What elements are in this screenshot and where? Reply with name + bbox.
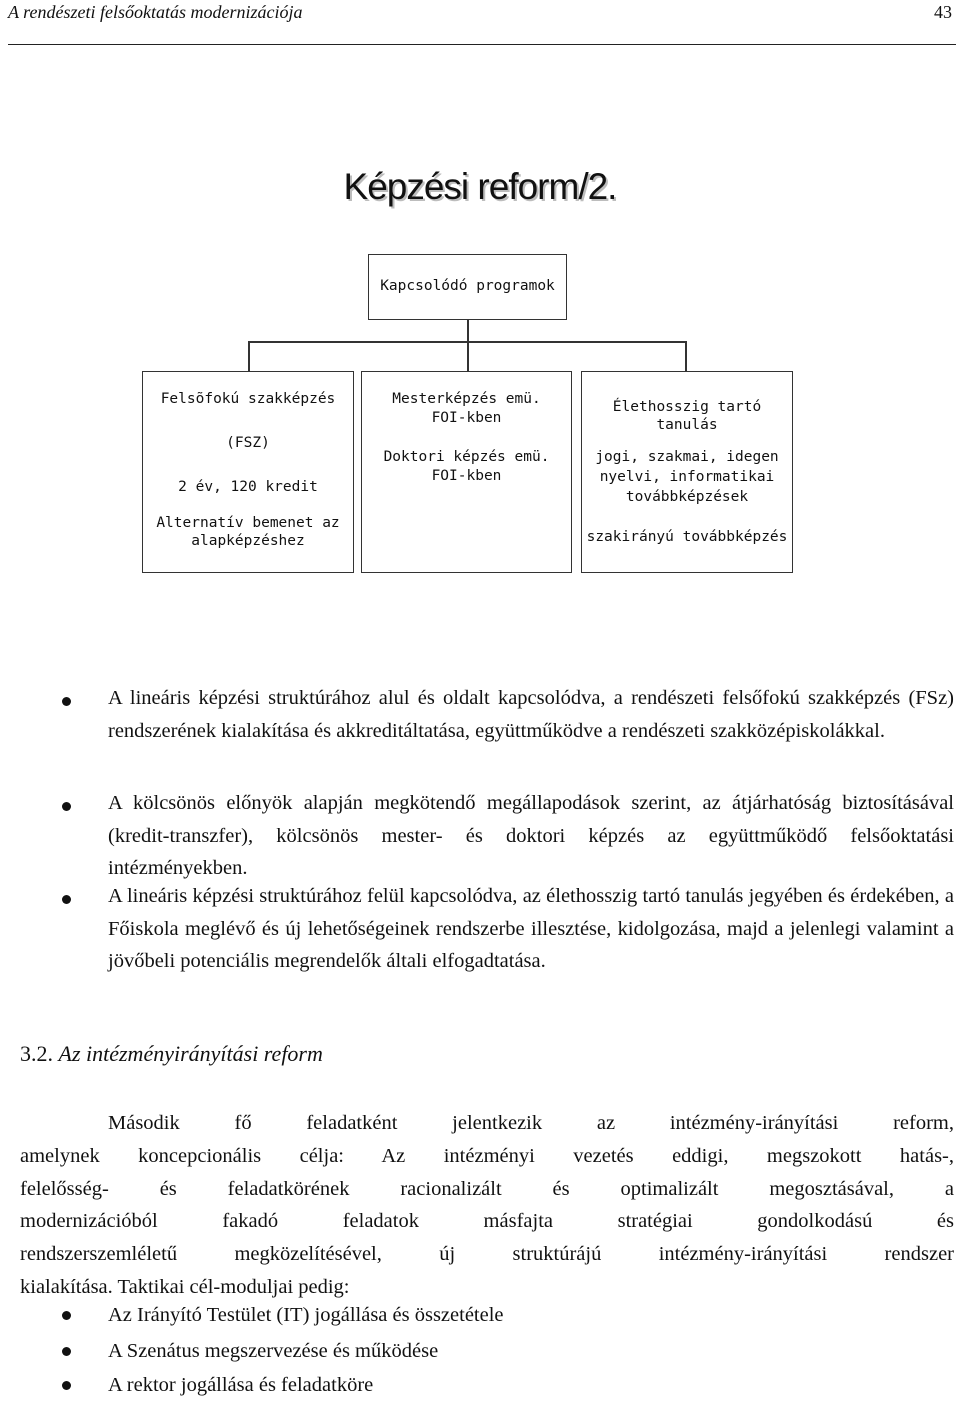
bullet-dot	[62, 802, 71, 811]
lifelong-line-3: nyelvi, informatikai	[599, 469, 775, 485]
bullet-dot	[62, 1381, 71, 1390]
master-line-2: FOI-kben	[431, 410, 502, 426]
lifelong-line-4: továbbképzések	[625, 489, 749, 505]
paragraph-line: felelősség- és feladatkörének racionalizált és optimalizált megosztásával, a	[20, 1177, 954, 1200]
diagram-box-lifelong-learning	[581, 371, 793, 573]
fsz-line-1: Felsõfokú szakképzés	[160, 391, 336, 407]
fsz-line-3: 2 év, 120 kredit	[178, 479, 318, 495]
bullet-item: A lineáris képzési struktúrához felül kapcsolódva, az élethosszig tartó tanulás jegyében és érdekében, a Főiskola meglévő és új lehetőségeinek rendszerbe illesztése, kidolgozása, majd a jelenlegi valamint a jövőbeli potenciális megrendelők általi elfogadtatása.	[108, 885, 954, 972]
fsz-line-2: (FSZ)	[226, 435, 270, 451]
diagram-box-master-doctoral	[361, 371, 572, 573]
list-item: A Szenátus megszervezése és működése	[108, 1340, 439, 1362]
fsz-line-4: Alternatív bemenet az	[156, 515, 340, 531]
list-item: Az Irányító Testület (IT) jogállása és összetétele	[108, 1304, 504, 1326]
connector-left	[248, 341, 250, 371]
bullet-item: A kölcsönös előnyök alapján megkötendő megállapodások szerint, az átjárhatóság biztosításával (kredit-transzfer), kölcsönös mester- és doktori képzés az együttműködő felsőoktatási intézményekben.	[108, 792, 954, 879]
diagram-box-fsz	[142, 371, 354, 573]
master-line-1: Mesterképzés emü.	[392, 391, 541, 407]
lifelong-line-5: szakirányú továbbképzés	[586, 529, 788, 545]
connector-vertical-top	[467, 320, 469, 342]
paragraph-line: amelynek koncepcionális célja: Az intézményi vezetés eddigi, megszokott hatás-,	[20, 1144, 954, 1167]
running-header-title: A rendészeti felsőoktatás modernizációja	[8, 2, 303, 22]
connector-right	[685, 341, 687, 371]
bullet-dot	[62, 1347, 71, 1356]
fsz-line-5: alapképzéshez	[191, 533, 305, 549]
body-paragraph	[20, 1107, 954, 1304]
list-item: A rektor jogállása és feladatköre	[108, 1374, 374, 1396]
master-line-4: FOI-kben	[431, 468, 502, 484]
bullet-dot	[62, 895, 71, 904]
paragraph-line: modernizációból fakadó feladatok másfajta stratégiai gondolkodású és	[20, 1210, 954, 1233]
connector-middle	[467, 341, 469, 371]
diagram-box-related-programs	[368, 254, 567, 320]
lifelong-line-1: Élethosszig tartó tanulás	[612, 399, 762, 434]
paragraph-line: rendszerszemléletű megközelítésével, új struktúrájú intézmény-irányítási rendszer	[20, 1243, 954, 1266]
slide-title: Képzési reform/2.	[343, 166, 617, 207]
diagram-box-related-programs-label: Kapcsolódó programok	[380, 278, 555, 294]
running-header	[8, 0, 956, 45]
bullet-item: A lineáris képzési struktúrához alul és oldalt kapcsolódva, a rendészeti felsőfokú szakképzés (FSz) rendszerének kialakítása és akkreditáltatása, együttműködve a rendészeti szakközépiskolákkal.	[108, 687, 954, 742]
page-number: 43	[934, 2, 952, 22]
bullet-dot	[62, 1311, 71, 1320]
paragraph-line: kialakítása. Taktikai cél-moduljai pedig:	[20, 1275, 350, 1298]
lifelong-line-2: jogi, szakmai, idegen	[595, 449, 779, 465]
section-title: Az intézményirányítási reform	[58, 1041, 323, 1066]
section-number: 3.2.	[20, 1041, 53, 1066]
paragraph-line: Második fő feladatként jelentkezik az intézmény-irányítási reform,	[108, 1112, 954, 1134]
bullet-dot	[62, 697, 71, 706]
master-line-3: Doktori képzés emü.	[383, 449, 550, 465]
section-heading	[20, 1041, 323, 1067]
